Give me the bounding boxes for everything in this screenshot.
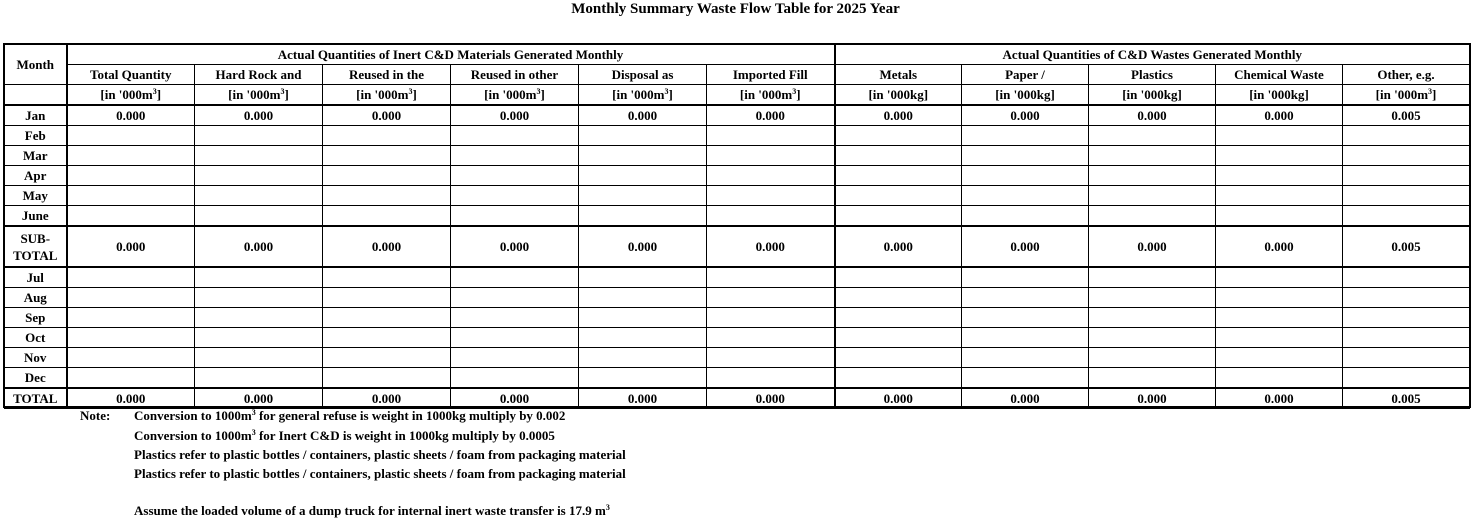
value-cell [195,368,323,389]
inert-group-header: Actual Quantities of Inert C&D Materials Generated Monthly [67,45,835,65]
column-header: Reused in the [323,65,451,85]
value-cell [579,328,707,348]
value-cell [67,308,195,328]
month-header: Month [5,45,67,85]
value-cell [579,348,707,368]
value-cell [67,288,195,308]
column-unit [195,85,323,106]
value-cell [195,206,323,227]
unit-text: [in '000kg] [995,87,1055,102]
unit-close: ] [796,87,801,102]
value-cell [1343,166,1470,186]
value-cell: 0.000 [1216,388,1343,409]
value-cell [1089,308,1216,328]
value-cell [579,267,707,288]
month-label: SUB- [20,230,51,246]
value-cell: 0.000 [195,105,323,126]
value-cell [1089,206,1216,227]
value-cell: 0.000 [67,226,195,267]
unit-text: [in '000kg] [1122,87,1182,102]
value-cell [195,166,323,186]
value-cell [323,267,451,288]
value-cell: 0.000 [962,105,1089,126]
value-cell [1089,267,1216,288]
unit-close: ] [412,87,417,102]
value-cell: 0.000 [962,226,1089,267]
value-cell [1216,166,1343,186]
value-cell [323,348,451,368]
column-unit [707,85,835,106]
value-cell [835,186,962,206]
value-cell [835,348,962,368]
value-cell [962,267,1089,288]
note-text: Conversion to 1000m [134,428,252,443]
month-label: Aug [23,290,47,305]
value-cell: 0.000 [1089,105,1216,126]
table-row [5,126,1470,146]
value-cell [707,206,835,227]
month-cell [5,267,67,288]
value-cell [451,166,579,186]
value-cell [579,186,707,206]
table-row [5,267,1470,288]
value-cell [707,267,835,288]
value-cell [451,288,579,308]
value-cell: 0.000 [579,226,707,267]
value-cell [1216,146,1343,166]
value-cell [962,328,1089,348]
value-cell [1343,146,1470,166]
note-line [134,447,626,463]
value-cell [1216,308,1343,328]
value-cell [707,368,835,389]
column-unit [1216,85,1343,106]
value-cell: 0.000 [195,388,323,409]
month-cell [5,368,67,389]
value-cell [1343,308,1470,328]
value-cell [195,308,323,328]
column-header: Plastics [1089,65,1216,85]
value-cell [451,267,579,288]
value-cell: 0.000 [579,388,707,409]
column-header: Hard Rock and [195,65,323,85]
month-cell [5,226,67,267]
value-cell [962,288,1089,308]
wastes-group-header: Actual Quantities of C&D Wastes Generated Monthly [835,45,1470,65]
value-cell [1089,328,1216,348]
value-cell [451,368,579,389]
value-cell [579,288,707,308]
value-cell [67,186,195,206]
unit-close: ] [156,87,162,102]
value-cell [707,186,835,206]
table-row [5,368,1470,389]
note-line [134,408,565,424]
column-header: Reused in other [451,65,579,85]
value-cell [323,166,451,186]
value-cell [1343,126,1470,146]
page-title: Monthly Summary Waste Flow Table for 2025 Year [571,1,900,17]
value-cell [835,308,962,328]
value-cell [1216,348,1343,368]
value-cell [835,328,962,348]
month-label-line2: TOTAL [13,247,58,263]
month-cell [5,146,67,166]
header-unit-row [5,85,1470,106]
month-unit-cell [5,85,67,106]
value-cell: 0.000 [707,226,835,267]
month-cell [5,328,67,348]
value-cell [1216,267,1343,288]
value-cell [835,206,962,227]
value-cell [323,186,451,206]
column-unit [579,85,707,106]
value-cell [962,126,1089,146]
value-cell [707,348,835,368]
value-cell [962,166,1089,186]
table-row [5,146,1470,166]
note-line [134,466,626,482]
value-cell: 0.000 [1216,226,1343,267]
month-cell [5,105,67,126]
value-cell [707,126,835,146]
table-row [5,105,1470,126]
table-body [5,45,1470,409]
value-cell: 0.000 [323,105,451,126]
value-cell [195,126,323,146]
value-cell: 0.000 [707,388,835,409]
value-cell [579,126,707,146]
value-cell [707,288,835,308]
unit-text: [in '000m [356,87,409,102]
header-name-row [5,65,1470,85]
value-cell: 0.000 [451,388,579,409]
value-cell [195,146,323,166]
month-label: June [21,208,49,223]
unit-text: [in '000m [228,87,281,102]
column-unit [1089,85,1216,106]
value-cell [323,368,451,389]
value-cell [195,267,323,288]
value-cell [962,146,1089,166]
value-cell: 0.000 [835,226,962,267]
value-cell [1089,348,1216,368]
value-cell [835,126,962,146]
value-cell [323,328,451,348]
value-cell [835,288,962,308]
table-row [5,308,1470,328]
value-cell [707,166,835,186]
column-header: Other, e.g. [1343,65,1470,85]
note-superscript: 3 [605,503,610,512]
value-cell: 0.000 [451,105,579,126]
table-row [5,348,1470,368]
value-cell: 0.000 [1089,388,1216,409]
value-cell: 0.005 [1343,226,1470,267]
header-group-row [5,45,1470,65]
month-label: Mar [22,148,48,163]
value-cell [835,267,962,288]
value-cell [67,166,195,186]
value-cell [1089,368,1216,389]
value-cell: 0.000 [1089,226,1216,267]
unit-text: [in '000m [484,87,537,102]
value-cell: 0.000 [195,226,323,267]
value-cell: 0.000 [835,388,962,409]
month-label: Feb [24,128,46,143]
unit-superscript: 3 [1428,87,1433,96]
unit-close: ] [668,87,673,102]
month-cell [5,308,67,328]
column-unit [962,85,1089,106]
value-cell [707,146,835,166]
column-header: Chemical Waste [1216,65,1343,85]
value-cell [579,308,707,328]
value-cell [1343,288,1470,308]
value-cell [835,146,962,166]
value-cell [579,368,707,389]
value-cell: 0.000 [1216,105,1343,126]
value-cell [1216,368,1343,389]
month-cell [5,126,67,146]
table-row [5,388,1470,409]
unit-text: [in '000kg] [868,87,929,102]
value-cell [451,328,579,348]
column-header: Total Quantity [67,65,195,85]
unit-superscript: 3 [280,87,285,96]
month-cell [5,206,67,227]
value-cell [67,348,195,368]
value-cell [451,126,579,146]
column-header: Metals [835,65,962,85]
unit-superscript: 3 [408,87,413,96]
unit-text: [in '000kg] [1249,87,1309,102]
month-label: Dec [24,370,46,385]
value-cell [67,146,195,166]
value-cell [962,368,1089,389]
value-cell [195,186,323,206]
unit-text: [in '000m [739,87,793,102]
unit-close: ] [1432,87,1437,102]
unit-superscript: 3 [664,87,669,96]
value-cell [451,206,579,227]
value-cell [707,328,835,348]
value-cell [1216,126,1343,146]
note-text: Assume the loaded volume of a dump truck for internal inert waste transfer is 17.9 m [134,503,606,518]
value-cell [67,267,195,288]
value-cell [1216,206,1343,227]
unit-superscript: 3 [152,87,157,96]
month-cell [5,388,67,409]
month-cell [5,288,67,308]
value-cell: 0.000 [67,105,195,126]
value-cell: 0.005 [1343,388,1470,409]
column-unit [451,85,579,106]
value-cell [962,186,1089,206]
value-cell: 0.000 [579,105,707,126]
note-text: Conversion to 1000m [134,408,252,423]
column-unit [1343,85,1470,106]
value-cell [1343,328,1470,348]
unit-close: ] [540,87,545,102]
table-row [5,186,1470,206]
month-label: Oct [25,330,46,345]
value-cell [1343,186,1470,206]
table-row [5,206,1470,227]
month-label: Jan [25,108,46,123]
table-row [5,328,1470,348]
value-cell [1216,328,1343,348]
note-text: Plastics refer to plastic bottles / containers, plastic sheets / foam from packaging material [134,466,626,481]
value-cell [835,166,962,186]
table-row [5,166,1470,186]
value-cell [67,328,195,348]
table-row [5,226,1470,267]
unit-superscript: 3 [792,87,797,96]
month-cell [5,348,67,368]
note-superscript: 3 [251,408,256,417]
value-cell [835,368,962,389]
unit-text: [in '000m [1375,87,1429,102]
value-cell [323,146,451,166]
value-cell [1216,288,1343,308]
value-cell [1216,186,1343,206]
value-cell [1343,267,1470,288]
value-cell [67,206,195,227]
column-header: Disposal as [579,65,707,85]
table-row [5,288,1470,308]
value-cell: 0.000 [451,226,579,267]
value-cell [707,308,835,328]
value-cell [1343,348,1470,368]
unit-text: [in '000m [100,87,153,102]
value-cell [323,308,451,328]
note-line [134,503,610,519]
column-header: Paper / [962,65,1089,85]
note-text-tail: for general refuse is weight in 1000kg multiply by 0.002 [255,408,566,423]
unit-superscript: 3 [536,87,541,96]
note-text: Plastics refer to plastic bottles / containers, plastic sheets / foam from packaging material [134,447,626,462]
value-cell [323,126,451,146]
waste-flow-table [4,44,1470,409]
value-cell [67,368,195,389]
value-cell [579,206,707,227]
value-cell [67,126,195,146]
column-header: Imported Fill [707,65,835,85]
value-cell [962,206,1089,227]
value-cell [451,146,579,166]
value-cell: 0.000 [323,226,451,267]
note-line [134,428,555,444]
value-cell: 0.000 [835,105,962,126]
column-unit [323,85,451,106]
month-label: Apr [24,168,47,183]
note-label: Note: [80,408,111,423]
month-label: May [22,188,48,203]
value-cell [1089,146,1216,166]
month-cell [5,166,67,186]
value-cell: 0.000 [67,388,195,409]
value-cell [323,206,451,227]
column-unit [835,85,962,106]
value-cell: 0.000 [962,388,1089,409]
value-cell [195,288,323,308]
value-cell [1343,368,1470,389]
value-cell [1089,126,1216,146]
month-label: TOTAL [13,391,58,406]
unit-close: ] [284,87,289,102]
month-label: Nov [24,350,47,365]
month-label: Jul [26,270,44,285]
month-cell [5,186,67,206]
unit-text: [in '000m [612,87,665,102]
value-cell [962,308,1089,328]
value-cell [323,288,451,308]
value-cell: 0.000 [707,105,835,126]
value-cell [451,308,579,328]
value-cell [451,186,579,206]
value-cell [579,146,707,166]
value-cell [962,348,1089,368]
note-superscript: 3 [251,428,256,437]
value-cell [579,166,707,186]
value-cell [1343,206,1470,227]
column-unit [67,85,195,106]
value-cell [451,348,579,368]
value-cell [195,348,323,368]
note-text-tail: for Inert C&D is weight in 1000kg multiply by 0.0005 [255,428,555,443]
value-cell: 0.005 [1343,105,1470,126]
value-cell: 0.000 [323,388,451,409]
month-label: Sep [25,310,46,325]
value-cell [1089,288,1216,308]
value-cell [1089,166,1216,186]
value-cell [195,328,323,348]
value-cell [1089,186,1216,206]
